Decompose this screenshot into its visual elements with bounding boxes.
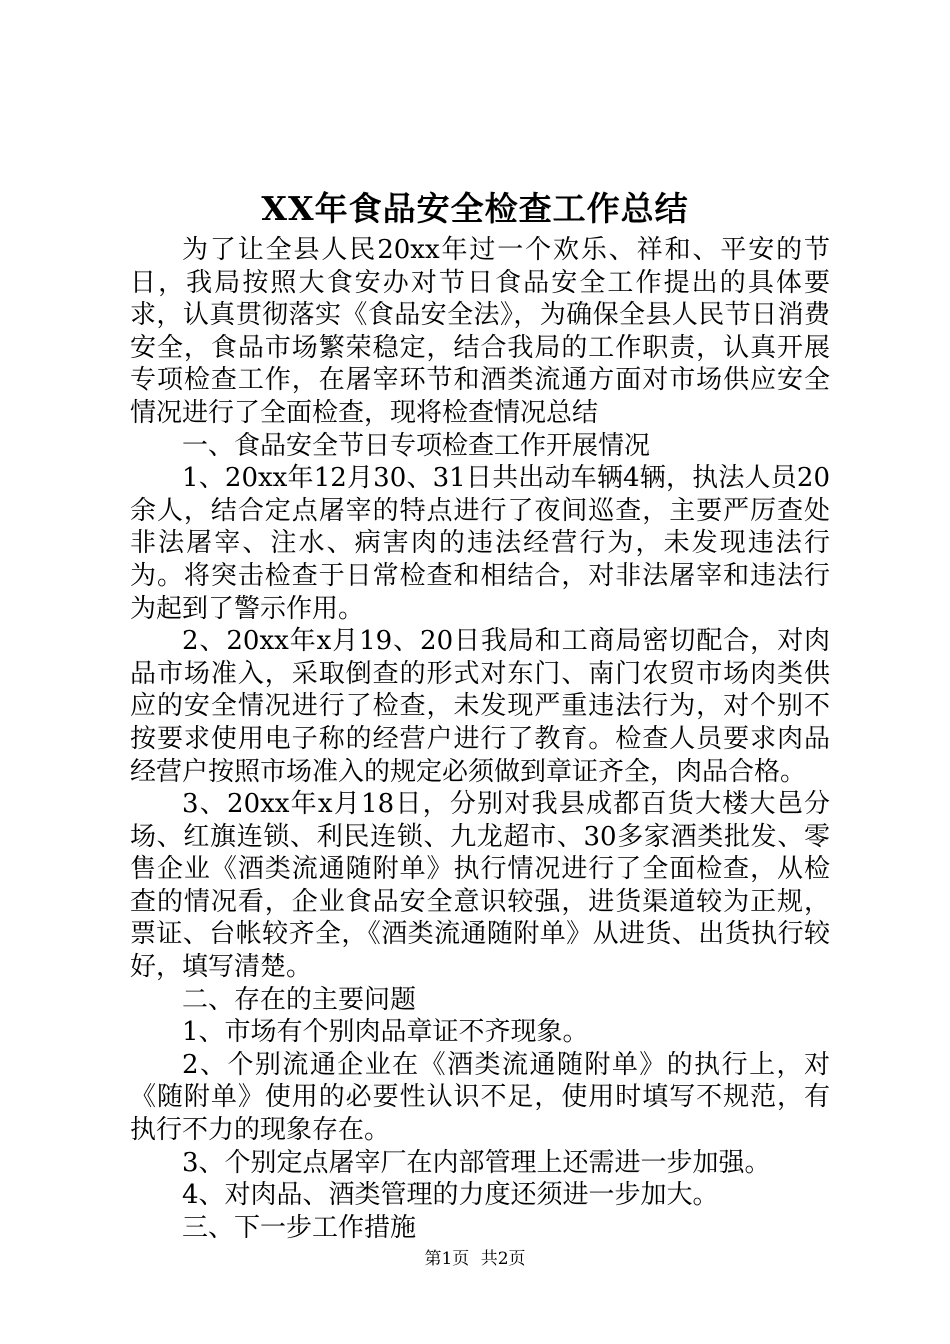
document-title: XX年食品安全检查工作总结 bbox=[261, 189, 689, 228]
paragraph-intro: 为了让全县人民20xx年过一个欢乐、祥和、平安的节日，我局按照大食安办对节日食品安全工作提出的具体要求，认真贯彻落实《食品安全法》，为确保全县人民节日消费安全，食品市场繁荣稳定，结合我局的工作职责，认真开展专项检查工作，在屠宰环节和酒类流通方面对市场供应安全情况进行了全面检查，现将检查情况总结 bbox=[130, 235, 830, 428]
section-heading-2: 二、存在的主要问题 bbox=[182, 984, 417, 1015]
paragraph-item: 2、个别流通企业在《酒类流通随附单》的执行上，对《随附单》使用的必要性认识不足，使用时填写不规范，有执行不力的现象存在。 bbox=[130, 1049, 830, 1146]
document-body bbox=[130, 234, 830, 1244]
paragraph-item: 3、个别定点屠宰厂在内部管理上还需进一步加强。 bbox=[182, 1147, 771, 1178]
paragraph-item: 4、对肉品、酒类管理的力度还须进一步加大。 bbox=[182, 1180, 719, 1211]
paragraph-item: 1、20xx年12月30、31日共出动车辆4辆，执法人员20余人，结合定点屠宰的特点进行了夜间巡查，主要严厉查处非法屠宰、注水、病害肉的违法经营行为，未发现违法行为。将突击检查于日常检查和相结合，对非法屠宰和违法行为起到了警示作用。 bbox=[130, 463, 830, 624]
paragraph-item: 1、市场有个别肉品章证不齐现象。 bbox=[182, 1017, 589, 1048]
paragraph-item: 3、20xx年x月18日，分别对我县成都百货大楼大邑分场、红旗连锁、利民连锁、九龙超市、30多家酒类批发、零售企业《酒类流通随附单》执行情况进行了全面检查，从检查的情况看，企业食品安全意识较强，进货渠道较为正规，票证、台帐较齐全，《酒类流通随附单》从进货、出货执行较好，填写清楚。 bbox=[130, 789, 830, 983]
paragraph-item: 2、20xx年x月19、20日我局和工商局密切配合，对肉品市场准入，采取倒查的形式对东门、南门农贸市场肉类供应的安全情况进行了检查，未发现严重违法行为，对个别不按要求使用电子称的经营户进行了教育。检查人员要求肉品经营户按照市场准入的规定必须做到章证齐全，肉品合格。 bbox=[130, 626, 830, 787]
page-total: 共2页 bbox=[480, 1249, 526, 1269]
page-footer bbox=[0, 1248, 950, 1270]
section-heading-1: 一、食品安全节日专项检查工作开展情况 bbox=[182, 430, 651, 461]
page-number: 第1页 bbox=[424, 1249, 470, 1269]
section-heading-3: 三、下一步工作措施 bbox=[182, 1212, 417, 1243]
